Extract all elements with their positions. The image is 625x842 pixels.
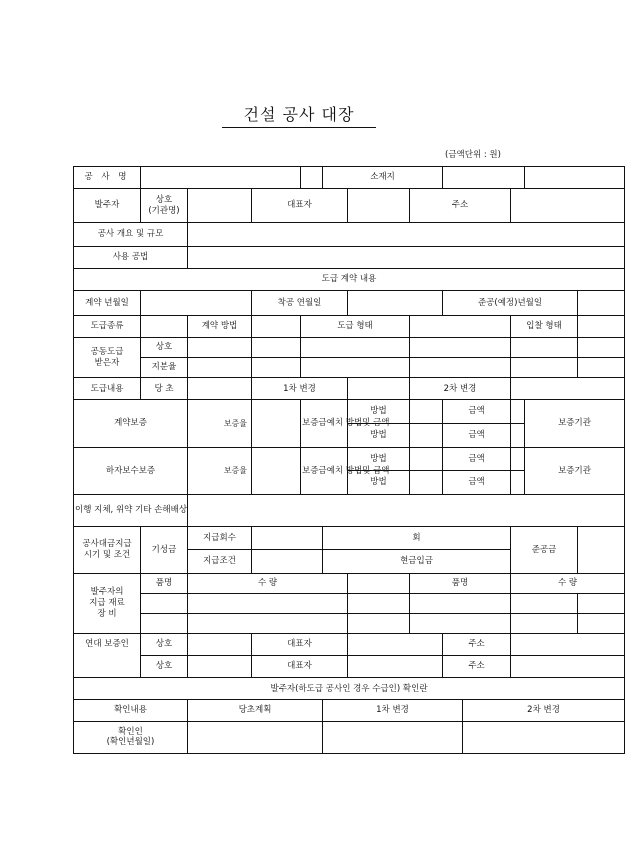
original-label: 당 초 (141, 378, 188, 400)
location-field[interactable] (443, 167, 525, 189)
contract-bond-label: 계약보증 (74, 400, 188, 447)
joint-contractor-label: 공동도급 받은자 (74, 338, 141, 378)
contract-bond-rate-label: 보증율 (188, 400, 252, 447)
contract-date-label: 계약 년월일 (74, 290, 141, 315)
guarantor1-address-label: 주소 (443, 634, 511, 656)
start-date-label: 착공 연월일 (252, 290, 348, 315)
materials-cell[interactable] (511, 613, 578, 633)
payment-terms-label: 공사대금지급 시기 및 조건 (74, 527, 141, 573)
final-payment-field[interactable] (578, 527, 625, 573)
contract-bond-amount-field-1[interactable] (511, 400, 525, 423)
cash-ratio-label: 현금입금 (323, 550, 511, 573)
method-field[interactable] (188, 246, 625, 268)
materials-quantity-header-1: 수 량 (188, 573, 348, 593)
confirmer-original-field[interactable] (188, 721, 323, 753)
contract-bond-rate-field[interactable] (252, 400, 301, 447)
defect-bond-guarantor-label: 보증기관 (525, 447, 625, 494)
materials-cell[interactable] (188, 593, 348, 613)
pay-count-field[interactable] (252, 527, 323, 550)
construction-ledger-table (73, 166, 625, 754)
joint-share-field-5[interactable] (511, 358, 578, 378)
defect-bond-rate-label: 보증율 (188, 447, 252, 494)
bid-form-field[interactable] (578, 315, 625, 337)
guarantor2-company-label: 상호 (141, 656, 188, 678)
location-field-2[interactable] (525, 167, 625, 189)
guarantor2-address-label: 주소 (443, 656, 511, 678)
currency-unit-note: (금액단위 : 원) (445, 150, 501, 160)
joint-company-label: 상호 (141, 338, 188, 358)
client-label: 발주자 (74, 189, 141, 223)
pay-terms-label: 지급조건 (188, 550, 252, 573)
materials-cell[interactable] (348, 613, 410, 633)
joint-share-field-4[interactable] (410, 358, 511, 378)
contract-bond-amount-label-1: 금액 (443, 400, 511, 423)
contract-form-label: 도급 형태 (301, 315, 410, 337)
materials-cell[interactable] (141, 613, 188, 633)
defect-bond-method-field-1[interactable] (410, 447, 443, 470)
overview-field[interactable] (188, 223, 625, 246)
joint-share-label: 지분율 (141, 358, 188, 378)
confirm-content-label: 확인내용 (74, 700, 188, 721)
contract-bond-method-field-1[interactable] (410, 400, 443, 423)
defect-bond-amount-label-1: 금액 (443, 447, 511, 470)
guarantor1-address-field[interactable] (511, 634, 625, 656)
materials-cell[interactable] (141, 593, 188, 613)
client-company-field[interactable] (188, 189, 252, 223)
client-address-field[interactable] (511, 189, 625, 223)
materials-quantity-header-2: 수 량 (511, 573, 625, 593)
joint-company-field-2[interactable] (252, 338, 301, 358)
overview-label: 공사 개요 및 규모 (74, 223, 188, 246)
spacer-cell (301, 167, 323, 189)
contract-bond-method-label-2: 방법 (348, 423, 410, 447)
confirmer-change1-field[interactable] (323, 721, 463, 753)
confirm-change1-label: 1차 변경 (323, 700, 463, 721)
defect-bond-method-label-2: 방법 (348, 470, 410, 494)
guarantor2-address-field[interactable] (511, 656, 625, 678)
final-payment-label: 준공금 (511, 527, 578, 573)
client-materials-label: 발주자의 지급 재료 장 비 (74, 573, 141, 633)
joint-company-field-4[interactable] (410, 338, 511, 358)
joint-guarantor-label: 연대 보증인 (74, 634, 141, 678)
client-company-label: 상호 (기관명) (141, 189, 188, 223)
confirm-section-header: 발주자(하도급 공사인 경우 수급인) 확인란 (74, 678, 625, 700)
defect-bond-deposit-label: 보증금예치 방법및 금액 (301, 447, 348, 494)
delay-penalty-label: 이행 지체, 위약 기타 손해배상 (74, 495, 188, 527)
materials-cell[interactable] (410, 613, 511, 633)
guarantor1-company-field[interactable] (188, 634, 252, 656)
defect-bond-rate-field[interactable] (252, 447, 301, 494)
materials-cell[interactable] (578, 613, 625, 633)
materials-blank-header (348, 573, 410, 593)
project-name-field[interactable] (141, 167, 301, 189)
location-label: 소재지 (323, 167, 443, 189)
contract-bond-method-label-1: 방법 (348, 400, 410, 423)
defect-bond-amount-field-2[interactable] (511, 470, 525, 494)
confirm-change2-label: 2차 변경 (463, 700, 625, 721)
contract-type-field[interactable] (141, 315, 188, 337)
change1-label: 1차 변경 (252, 378, 348, 400)
defect-bond-label: 하자보수보증 (74, 447, 188, 494)
materials-item-header-1: 품명 (141, 573, 188, 593)
contract-bond-guarantor-label: 보증기관 (525, 400, 625, 447)
contract-bond-amount-field-2[interactable] (511, 423, 525, 447)
materials-cell[interactable] (410, 593, 511, 613)
change1-field[interactable] (348, 378, 410, 400)
project-name-label: 공 사 명 (74, 167, 141, 189)
defect-bond-amount-label-2: 금액 (443, 470, 511, 494)
joint-share-field-2[interactable] (252, 358, 301, 378)
advance-payment-label: 기성금 (141, 527, 188, 573)
client-representative-field[interactable] (348, 189, 410, 223)
client-address-label: 주소 (410, 189, 511, 223)
joint-company-field-6[interactable] (578, 338, 625, 358)
materials-item-header-2: 품명 (410, 573, 511, 593)
contract-form-field[interactable] (410, 315, 511, 337)
contract-method-field[interactable] (252, 315, 301, 337)
contract-method-label: 계약 방법 (188, 315, 252, 337)
delay-penalty-field[interactable] (188, 495, 625, 527)
subcontract-section-header: 도급 계약 내용 (74, 268, 625, 290)
method-label: 사용 공법 (74, 246, 188, 268)
materials-cell[interactable] (188, 613, 348, 633)
confirmer-change2-field[interactable] (463, 721, 625, 753)
pay-count-label: 지급회수 (188, 527, 252, 550)
guarantor1-rep-field[interactable] (348, 634, 443, 656)
materials-cell[interactable] (511, 593, 578, 613)
joint-share-field-6[interactable] (578, 358, 625, 378)
defect-bond-method-field-2[interactable] (410, 470, 443, 494)
defect-bond-amount-field-1[interactable] (511, 447, 525, 470)
pay-count-unit: 회 (323, 527, 511, 550)
completion-date-field[interactable] (578, 290, 625, 315)
completion-date-label: 준공(예정)년월일 (443, 290, 578, 315)
pay-terms-field[interactable] (252, 550, 323, 573)
contract-bond-method-field-2[interactable] (410, 423, 443, 447)
confirm-original-label: 당초계획 (188, 700, 323, 721)
document-title: 건설 공사 대장 (222, 102, 376, 128)
change2-label: 2차 변경 (410, 378, 511, 400)
guarantor2-rep-field[interactable] (348, 656, 443, 678)
joint-share-field-3[interactable] (301, 358, 410, 378)
contract-bond-amount-label-2: 금액 (443, 423, 511, 447)
bid-form-label: 입찰 형태 (511, 315, 578, 337)
original-field[interactable] (188, 378, 252, 400)
guarantor2-rep-label: 대표자 (252, 656, 348, 678)
confirmer-label: 확인인 (확인년월일) (74, 721, 188, 753)
joint-company-field-3[interactable] (301, 338, 410, 358)
defect-bond-method-label-1: 방법 (348, 447, 410, 470)
contract-bond-deposit-label: 보증금예치 방법및 금액 (301, 400, 348, 447)
joint-share-field-1[interactable] (188, 358, 252, 378)
materials-cell[interactable] (578, 593, 625, 613)
contract-content-label: 도급내용 (74, 378, 141, 400)
materials-cell[interactable] (348, 593, 410, 613)
guarantor1-rep-label: 대표자 (252, 634, 348, 656)
contract-type-label: 도급종류 (74, 315, 141, 337)
contract-date-field[interactable] (141, 290, 252, 315)
guarantor1-company-label: 상호 (141, 634, 188, 656)
client-representative-label: 대표자 (252, 189, 348, 223)
joint-company-field-1[interactable] (188, 338, 252, 358)
guarantor2-company-field[interactable] (188, 656, 252, 678)
start-date-field[interactable] (348, 290, 443, 315)
change2-field[interactable] (511, 378, 625, 400)
joint-company-field-5[interactable] (511, 338, 578, 358)
